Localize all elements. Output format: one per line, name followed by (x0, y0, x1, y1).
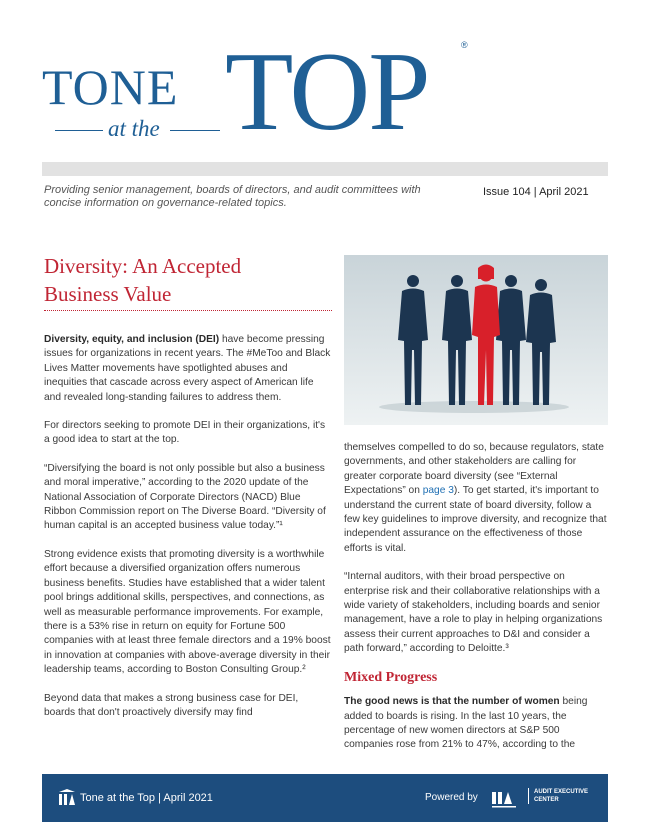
aec-line-1: AUDIT EXECUTIVE (534, 789, 589, 795)
paragraph-4: Strong evidence exists that promoting diversity is a worthwhile effort because a diversified organization offers numerous business benefits. Studies have established that a wider talent pool brings additional skills, perspectives, and connections, as well as measurable performance improvements. For example, there is a 53% rise in return on equity for Fortune 500 companies with at least three female directors and a 19% boost in innovation at companies with above-average diversity in their leadership teams, according to Boston Consulting Group.² (44, 548, 331, 676)
masthead (0, 0, 650, 160)
issue-label: Issue 104 | April 2021 (483, 186, 589, 198)
paragraph-2: For directors seeking to promote DEI in their organizations, it's a good idea to start at the top. (44, 420, 326, 446)
headline-divider (44, 310, 332, 311)
masthead-rule-right (170, 130, 220, 131)
article-headline: Diversity: An Accepted Business Value (44, 254, 242, 306)
right-column (344, 441, 609, 767)
footer-title: Tone at the Top | April 2021 (80, 792, 213, 804)
header-band (42, 162, 608, 176)
paragraph-3: “Diversifying the board is not only possible but also a business and moral imperative,” according to the 2020 update of the National Association of Corporate Directors (NACD) Blue Ribbon Commission report on The Diverse Board. “Diversity of human capital is an accepted business value today.”¹ (44, 462, 326, 532)
aec-line-2: CENTER (534, 797, 559, 803)
masthead-at-the: at the (108, 116, 160, 141)
paragraph-7: “Internal auditors, with their broad perspective on enterprise risk and their collaborative relationships with a wide variety of stakeholders, including boards and senior management, have a role to play in helping organizations assess their current approaches to D&I and consider a path forward,” according to Deloitte.³ (344, 571, 603, 655)
p6-text-b: ). To get started, it's important to understand the current state of board diversity, follow a few key guidelines to improve diversity, and recognize that independent assurance on the effectiveness of those efforts is vital. (344, 485, 607, 554)
p8-lead: The good news is that the number of women (344, 696, 560, 708)
iia-institute-icon (490, 786, 520, 810)
masthead-tone: TONE (42, 59, 179, 115)
tagline: Providing senior management, boards of directors, and audit committees with concise information on governance-related topics. (44, 184, 421, 209)
p1-lead: Diversity, equity, and inclusion (DEI) (44, 334, 220, 345)
page-3-link[interactable]: page 3 (422, 485, 454, 497)
left-column (44, 333, 332, 734)
subhead-mixed-progress: Mixed Progress (344, 669, 438, 685)
paragraph-5: Beyond data that makes a strong business case for DEI, boards that don't proactively diversify may find (44, 692, 299, 718)
paragraph-8 (344, 695, 609, 753)
iia-institute-logo (490, 786, 520, 815)
business-people-illustration (344, 255, 608, 425)
powered-by-label: Powered by (425, 792, 478, 803)
audit-executive-center-logo (528, 788, 588, 804)
footer-bar (42, 774, 608, 822)
p1-text: have become pressing issues for organizations in recent years. The #MeToo and Black Lives Matter movements have spotlighted abuses and inequities that cascade across every aspect of American life and revealed long-standing failures to address them. (44, 334, 331, 403)
masthead-rule-left (55, 130, 103, 131)
iia-logo-icon (58, 788, 76, 806)
p6-text-a: themselves compelled to do so, because regulators, state governments, and other stakeholders are calling for greater corporate board diversity (see “External Expectations” on (344, 442, 604, 497)
registered-mark: ® (461, 40, 468, 50)
paragraph-1 (44, 333, 332, 405)
p8-text: being added to boards is rising. In the last 10 years, the percentage of new women directors at S&P 500 companies rose from 21% to 47%, according to the (344, 696, 588, 751)
masthead-top: TOP (225, 30, 429, 154)
paragraph-6 (344, 441, 609, 556)
